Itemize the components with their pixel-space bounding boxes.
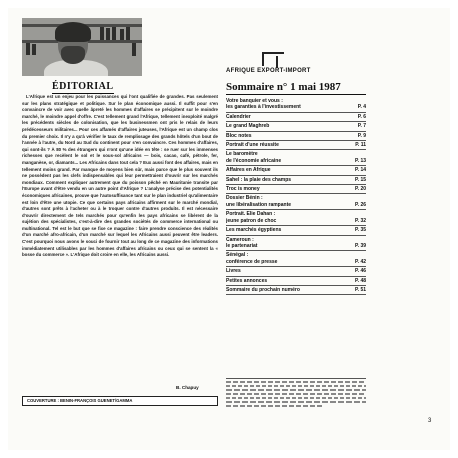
toc-item [226, 277, 366, 286]
toc-item [226, 267, 366, 276]
toc-item-title: Bloc notes [226, 132, 252, 139]
toc-item [226, 132, 366, 141]
toc-item-title: Portrait. Elie Dahan : [226, 211, 276, 218]
toc-item-title: Dossier Bénin : [226, 195, 263, 202]
toc-item [226, 185, 366, 194]
toc-item-title: Sénégal : [226, 252, 249, 259]
toc-item-page: P. 13 [354, 157, 366, 164]
editorial-signature: B. Chapuy [176, 385, 199, 390]
toc-item-page: P. 4 [357, 104, 366, 111]
toc-item [226, 166, 366, 175]
toc-item [226, 251, 366, 267]
toc-item [226, 122, 366, 131]
toc-item-page: P. 46 [354, 268, 366, 275]
logo-mark-icon [262, 52, 284, 66]
toc-item-page: P. 9 [357, 132, 366, 139]
toc-item-page: P. 32 [354, 217, 366, 224]
publisher-credits [226, 378, 366, 407]
toc-item [226, 176, 366, 185]
toc-item-page: P. 42 [354, 258, 366, 265]
toc-item-page: P. 51 [354, 286, 366, 293]
editor-photo [22, 18, 142, 76]
editorial-title: ÉDITORIAL [52, 81, 114, 92]
toc-item-subtitle: les garanties à l'investissement [226, 104, 301, 111]
toc-item [226, 210, 366, 226]
toc-item-page: P. 20 [354, 186, 366, 193]
toc-item-page: P. 26 [354, 201, 366, 208]
toc-item-title: Affaires en Afrique [226, 167, 271, 174]
toc-item-page: P. 39 [354, 242, 366, 249]
cover-credit: COUVERTURE : BENIN-FRANÇOIS GUENET/GAMMA [22, 396, 218, 406]
toc-item-title: Votre banquier et vous : [226, 98, 283, 104]
toc-item [226, 150, 366, 166]
toc-item-title: Le grand Maghreb [226, 123, 270, 130]
logo-text: AFRIQUE EXPORT-IMPORT [226, 68, 311, 74]
toc-item-subtitle: le partenariat [226, 242, 258, 249]
magazine-page [8, 8, 450, 450]
toc-item [226, 141, 366, 150]
editorial-body [22, 94, 218, 259]
toc-item-title: Les marchés égyptiens [226, 227, 282, 234]
toc-item-title: Portrait d'une réussite [226, 142, 279, 149]
toc-item [226, 194, 366, 210]
toc-item-page: P. 35 [354, 227, 366, 234]
toc-item-subtitle: jeune patron de choc [226, 217, 277, 224]
toc-item-title: Le baromètre [226, 151, 258, 158]
toc-item [226, 97, 366, 113]
page-number: 3 [428, 418, 432, 424]
toc-item-page: P. 15 [354, 176, 366, 183]
toc-item-title: Calendrier [226, 113, 251, 120]
toc-item-title: Livres [226, 268, 241, 275]
magazine-logo [226, 52, 366, 78]
toc-item [226, 113, 366, 122]
toc-item-page: P. 48 [354, 277, 366, 284]
table-of-contents [226, 97, 366, 295]
toc-item-page: P. 7 [357, 123, 366, 130]
toc-item-title: Sommaire du prochain numéro [226, 286, 300, 293]
toc-item-subtitle: une libéralisation rampante [226, 201, 292, 208]
toc-item-subtitle: conférence de presse [226, 258, 278, 265]
toc-item [226, 226, 366, 235]
editorial-paragraph: L'Afrique est un enjeu pour les puissances qui l'ont qualifiée de grandes. Pas seulement sur les plans stratégique et politique. Sur le plan économique aussi. Il suffit pour s'en convaincre de voir avec quelle âpreté les hommes d'affaires se précipitent sur le moindre marché, le moindre appel d'offre. C'est tellement grand l'Afrique, tellement inexploité malgré les précédents siècles de colonisation, que les businessmen ont pris le relais de leurs prédécesseurs militaires... Pour ces affamés d'affaires juteuses, l'Afrique est un champ clos du premier choix. Il n'y a qu'à vérifier le taux de remplissage des grands hôtels d'un bout de l'année à l'autre, du Nord au Sud du continent pour s'en convaincre. Ces hommes d'affaires, qui sont-ils ? À 80 % des étrangers qui n'ont qu'une idée en tête : se ruer sur les immenses richesses que recèlent le sol et le sous-sol africains — bois, cacao, café, pétrole, fer, manganèse, or, diamants... Les Africains dans tout cela ? Eux aussi font des affaires, mais en tellement moins grand. Par manque de moyens bien sûr, mais parce que le plus souvent ils ne possèdent pas les clefs indispensables qui leur permettraient d'ouvrir sur les marchés mondiaux. Comment expliquer autrement que du poisson pêché en Mauritanie transite par l'Europe avant d'être vendu en un autre point d'Afrique ? L'analyse précise des potentialités économiques africaines, prouve que l'autosuffisance tant sur le plan industriel qu'alimentaire est loin d'être une utopie. Ce que certains pays africains affirment sur le marché mondial, d'autres sont prêts à l'acheter ou à le troquer contre d'autres produits. Il est nécessaire d'ouvrir directement de tels marchés pour qu'enfin les pays africains se libèrent de la sujétion des spécialistes, c'est-à-dire des grandes sociétés de commerce international ou multinational. Tel est le but que se fixe ce magazine : faire prendre conscience des réalités d'un marché afro-africain, d'un marché sur lequel les Africains aussi peuvent être leaders. C'est pourquoi nous avons le souci de fournir tout au long de ce magazine des informations immédiatement utilisables par les hommes d'affaires africains ou ceux qui se sentent la « bosse du commerce ». L'Afrique doit croire en elle, les Africains aussi. [22, 94, 218, 258]
toc-item [226, 236, 366, 252]
sommaire-rule [226, 94, 366, 95]
toc-item-page: P. 14 [354, 167, 366, 174]
toc-item-title: Petites annonces [226, 277, 268, 284]
sommaire-title: Sommaire n° 1 mai 1987 [226, 81, 341, 93]
toc-item-title: Sahel : la plaie des champs [226, 176, 292, 183]
toc-item-page: P. 11 [355, 142, 366, 149]
toc-item-subtitle: de l'économie africaine [226, 157, 282, 164]
toc-item-title: Cameroun : [226, 236, 254, 243]
toc-item-page: P. 6 [357, 113, 366, 120]
toc-item-title: Troc is money [226, 186, 260, 193]
toc-item [226, 286, 366, 295]
